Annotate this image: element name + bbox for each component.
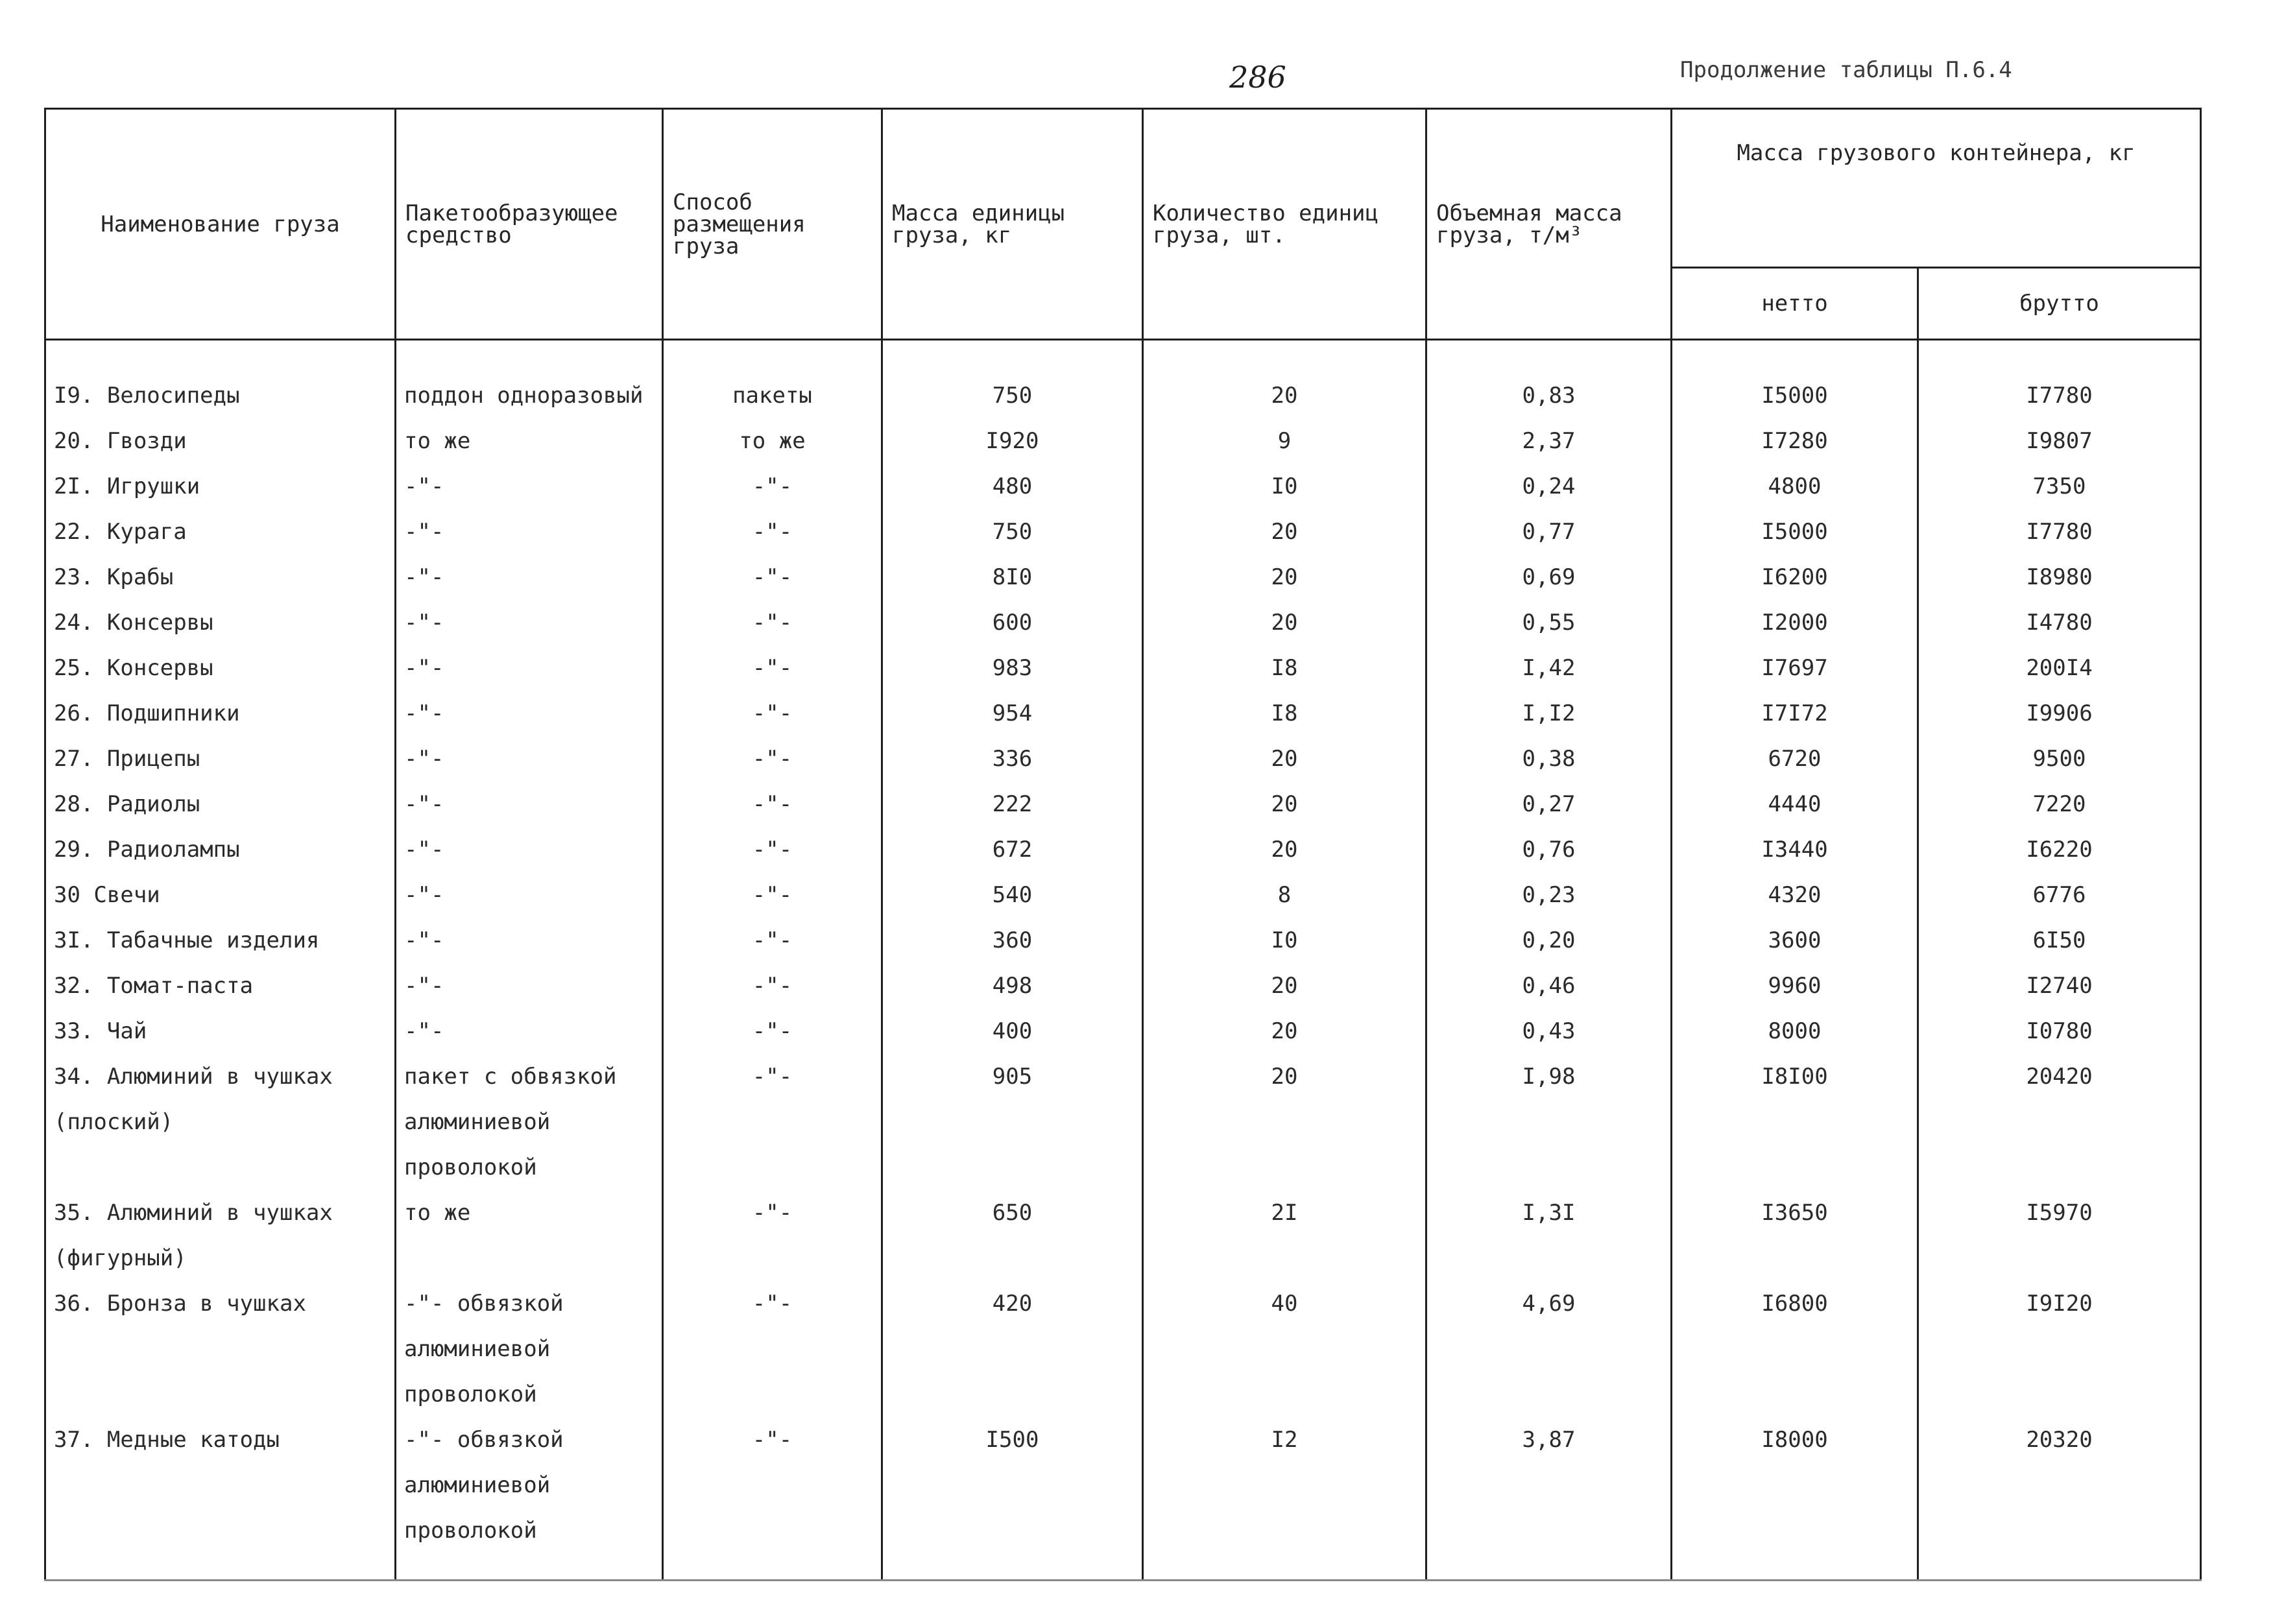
bulk-density-cell: 0,83 xyxy=(1426,340,1672,419)
packing-means-cell: -"- xyxy=(396,918,663,963)
unit-mass-cell: 498 xyxy=(882,963,1143,1009)
table-row xyxy=(45,918,2201,963)
unit-quantity-cell: 9 xyxy=(1143,418,1426,464)
placement-method-cell: то же xyxy=(663,418,882,464)
net-mass-cell: I6800 xyxy=(1672,1281,1918,1417)
header-gross: брутто xyxy=(1918,268,2201,340)
placement-method-cell: -"- xyxy=(663,963,882,1009)
gross-mass-cell: I5970 xyxy=(1918,1190,2201,1281)
header-cargo-name: Наименование груза xyxy=(45,109,396,340)
packing-means-cell: -"- xyxy=(396,464,663,509)
bulk-density-cell: 0,69 xyxy=(1426,555,1672,600)
packing-means-cell: -"- xyxy=(396,872,663,918)
placement-method-cell: -"- xyxy=(663,1009,882,1054)
header-placement-method: Способ размещения груза xyxy=(663,109,882,340)
cargo-name-cell: 20. Гвозди xyxy=(45,418,396,464)
table-row xyxy=(45,645,2201,691)
table-row xyxy=(45,1417,2201,1581)
net-mass-cell: 8000 xyxy=(1672,1009,1918,1054)
bulk-density-cell: I,I2 xyxy=(1426,691,1672,736)
bulk-density-cell: 0,23 xyxy=(1426,872,1672,918)
unit-mass-cell: 360 xyxy=(882,918,1143,963)
gross-mass-cell: I2740 xyxy=(1918,963,2201,1009)
bulk-density-cell: 0,55 xyxy=(1426,600,1672,645)
table-row xyxy=(45,555,2201,600)
bulk-density-cell: 0,43 xyxy=(1426,1009,1672,1054)
unit-quantity-cell: 20 xyxy=(1143,827,1426,872)
net-mass-cell: I2000 xyxy=(1672,600,1918,645)
packing-means-cell: то же xyxy=(396,418,663,464)
cargo-table xyxy=(44,108,2202,1581)
header-container-mass: Масса грузового контейнера, кг xyxy=(1672,109,2201,268)
unit-mass-cell: 650 xyxy=(882,1190,1143,1281)
packing-means-cell: -"- xyxy=(396,827,663,872)
net-mass-cell: I8I00 xyxy=(1672,1054,1918,1190)
header-bulk-density: Объемная масса груза, т/м³ xyxy=(1426,109,1672,340)
net-mass-cell: 4320 xyxy=(1672,872,1918,918)
cargo-name-cell: 35. Алюминий в чушках (фигурный) xyxy=(45,1190,396,1281)
placement-method-cell: -"- xyxy=(663,1281,882,1417)
gross-mass-cell: 7350 xyxy=(1918,464,2201,509)
table-body xyxy=(45,340,2201,1581)
net-mass-cell: 9960 xyxy=(1672,963,1918,1009)
unit-quantity-cell: 20 xyxy=(1143,509,1426,555)
table-row xyxy=(45,827,2201,872)
packing-means-cell: -"- xyxy=(396,691,663,736)
gross-mass-cell: 7220 xyxy=(1918,782,2201,827)
cargo-name-cell: 34. Алюминий в чушках (плоский) xyxy=(45,1054,396,1190)
unit-mass-cell: 600 xyxy=(882,600,1143,645)
gross-mass-cell: I7780 xyxy=(1918,340,2201,419)
header-unit-mass: Масса единицы груза, кг xyxy=(882,109,1143,340)
unit-quantity-cell: 20 xyxy=(1143,963,1426,1009)
packing-means-cell: -"- xyxy=(396,782,663,827)
placement-method-cell: пакеты xyxy=(663,340,882,419)
page-number: 286 xyxy=(1229,60,1286,95)
placement-method-cell: -"- xyxy=(663,464,882,509)
unit-mass-cell: 400 xyxy=(882,1009,1143,1054)
placement-method-cell: -"- xyxy=(663,782,882,827)
packing-means-cell: поддон одноразовый xyxy=(396,340,663,419)
placement-method-cell: -"- xyxy=(663,736,882,782)
table-continuation-label: Продолжение таблицы П.6.4 xyxy=(1680,57,2012,83)
table-row xyxy=(45,340,2201,419)
placement-method-cell: -"- xyxy=(663,872,882,918)
header-packing-means: Пакетообразующее средство xyxy=(396,109,663,340)
unit-mass-cell: 540 xyxy=(882,872,1143,918)
bulk-density-cell: 2,37 xyxy=(1426,418,1672,464)
unit-mass-cell: 672 xyxy=(882,827,1143,872)
cargo-name-cell: 32. Томат-паста xyxy=(45,963,396,1009)
unit-quantity-cell: I0 xyxy=(1143,464,1426,509)
cargo-name-cell: 3I. Табачные изделия xyxy=(45,918,396,963)
bulk-density-cell: I,3I xyxy=(1426,1190,1672,1281)
placement-method-cell: -"- xyxy=(663,1190,882,1281)
table-row xyxy=(45,691,2201,736)
gross-mass-cell: 200I4 xyxy=(1918,645,2201,691)
placement-method-cell: -"- xyxy=(663,509,882,555)
gross-mass-cell: 6I50 xyxy=(1918,918,2201,963)
unit-mass-cell: 905 xyxy=(882,1054,1143,1190)
bulk-density-cell: 0,27 xyxy=(1426,782,1672,827)
placement-method-cell: -"- xyxy=(663,600,882,645)
unit-mass-cell: 336 xyxy=(882,736,1143,782)
table-row xyxy=(45,418,2201,464)
unit-mass-cell: 983 xyxy=(882,645,1143,691)
packing-means-cell: -"- xyxy=(396,963,663,1009)
packing-means-cell: -"- xyxy=(396,736,663,782)
table-row xyxy=(45,963,2201,1009)
net-mass-cell: I6200 xyxy=(1672,555,1918,600)
unit-quantity-cell: 20 xyxy=(1143,600,1426,645)
cargo-name-cell: 27. Прицепы xyxy=(45,736,396,782)
gross-mass-cell: 20420 xyxy=(1918,1054,2201,1190)
cargo-name-cell: 25. Консервы xyxy=(45,645,396,691)
packing-means-cell: то же xyxy=(396,1190,663,1281)
unit-mass-cell: 954 xyxy=(882,691,1143,736)
table-row xyxy=(45,736,2201,782)
net-mass-cell: I8000 xyxy=(1672,1417,1918,1581)
gross-mass-cell: I0780 xyxy=(1918,1009,2201,1054)
placement-method-cell: -"- xyxy=(663,691,882,736)
net-mass-cell: I3440 xyxy=(1672,827,1918,872)
cargo-name-cell: 37. Медные катоды xyxy=(45,1417,396,1581)
gross-mass-cell: 6776 xyxy=(1918,872,2201,918)
bulk-density-cell: 0,38 xyxy=(1426,736,1672,782)
net-mass-cell: 4440 xyxy=(1672,782,1918,827)
net-mass-cell: I7697 xyxy=(1672,645,1918,691)
cargo-name-cell: 26. Подшипники xyxy=(45,691,396,736)
packing-means-cell: -"- xyxy=(396,1009,663,1054)
packing-means-cell: -"- обвязкой алюминиевой проволокой xyxy=(396,1281,663,1417)
bulk-density-cell: 0,46 xyxy=(1426,963,1672,1009)
table-row xyxy=(45,782,2201,827)
cargo-name-cell: 36. Бронза в чушках xyxy=(45,1281,396,1417)
cargo-name-cell: I9. Велосипеды xyxy=(45,340,396,419)
unit-quantity-cell: I8 xyxy=(1143,645,1426,691)
net-mass-cell: I7I72 xyxy=(1672,691,1918,736)
bulk-density-cell: 3,87 xyxy=(1426,1417,1672,1581)
unit-quantity-cell: 40 xyxy=(1143,1281,1426,1417)
net-mass-cell: I5000 xyxy=(1672,509,1918,555)
net-mass-cell: I3650 xyxy=(1672,1190,1918,1281)
unit-mass-cell: 750 xyxy=(882,509,1143,555)
table-row xyxy=(45,1190,2201,1281)
bulk-density-cell: 0,76 xyxy=(1426,827,1672,872)
placement-method-cell: -"- xyxy=(663,918,882,963)
packing-means-cell: -"- xyxy=(396,555,663,600)
table-row xyxy=(45,872,2201,918)
cargo-name-cell: 29. Радиолампы xyxy=(45,827,396,872)
net-mass-cell: I5000 xyxy=(1672,340,1918,419)
bulk-density-cell: I,42 xyxy=(1426,645,1672,691)
cargo-name-cell: 2I. Игрушки xyxy=(45,464,396,509)
cargo-name-cell: 30 Свечи xyxy=(45,872,396,918)
gross-mass-cell: I9I20 xyxy=(1918,1281,2201,1417)
table-row xyxy=(45,600,2201,645)
table-row xyxy=(45,464,2201,509)
unit-quantity-cell: 8 xyxy=(1143,872,1426,918)
unit-quantity-cell: 20 xyxy=(1143,340,1426,419)
net-mass-cell: 3600 xyxy=(1672,918,1918,963)
bulk-density-cell: I,98 xyxy=(1426,1054,1672,1190)
unit-quantity-cell: I8 xyxy=(1143,691,1426,736)
unit-quantity-cell: I2 xyxy=(1143,1417,1426,1581)
packing-means-cell: -"- обвязкой алюминиевой проволокой xyxy=(396,1417,663,1581)
gross-mass-cell: I7780 xyxy=(1918,509,2201,555)
table-row xyxy=(45,1281,2201,1417)
bulk-density-cell: 0,77 xyxy=(1426,509,1672,555)
cargo-name-cell: 24. Консервы xyxy=(45,600,396,645)
unit-mass-cell: 420 xyxy=(882,1281,1143,1417)
cargo-name-cell: 22. Курага xyxy=(45,509,396,555)
net-mass-cell: 6720 xyxy=(1672,736,1918,782)
unit-quantity-cell: 20 xyxy=(1143,1054,1426,1190)
unit-quantity-cell: 20 xyxy=(1143,736,1426,782)
gross-mass-cell: I4780 xyxy=(1918,600,2201,645)
placement-method-cell: -"- xyxy=(663,1054,882,1190)
table-row xyxy=(45,1009,2201,1054)
unit-quantity-cell: I0 xyxy=(1143,918,1426,963)
placement-method-cell: -"- xyxy=(663,645,882,691)
cargo-name-cell: 23. Крабы xyxy=(45,555,396,600)
gross-mass-cell: 20320 xyxy=(1918,1417,2201,1581)
gross-mass-cell: I9906 xyxy=(1918,691,2201,736)
net-mass-cell: I7280 xyxy=(1672,418,1918,464)
gross-mass-cell: I9807 xyxy=(1918,418,2201,464)
header-net: нетто xyxy=(1672,268,1918,340)
header-unit-quantity: Количество единиц груза, шт. xyxy=(1143,109,1426,340)
placement-method-cell: -"- xyxy=(663,1417,882,1581)
unit-mass-cell: 750 xyxy=(882,340,1143,419)
unit-mass-cell: 222 xyxy=(882,782,1143,827)
bulk-density-cell: 0,24 xyxy=(1426,464,1672,509)
placement-method-cell: -"- xyxy=(663,827,882,872)
cargo-name-cell: 33. Чай xyxy=(45,1009,396,1054)
gross-mass-cell: 9500 xyxy=(1918,736,2201,782)
unit-quantity-cell: 20 xyxy=(1143,1009,1426,1054)
packing-means-cell: -"- xyxy=(396,600,663,645)
placement-method-cell: -"- xyxy=(663,555,882,600)
cargo-name-cell: 28. Радиолы xyxy=(45,782,396,827)
packing-means-cell: пакет с обвязкой алюминиевой проволокой xyxy=(396,1054,663,1190)
table-row xyxy=(45,1054,2201,1190)
bulk-density-cell: 0,20 xyxy=(1426,918,1672,963)
net-mass-cell: 4800 xyxy=(1672,464,1918,509)
unit-quantity-cell: 2I xyxy=(1143,1190,1426,1281)
unit-mass-cell: I920 xyxy=(882,418,1143,464)
gross-mass-cell: I6220 xyxy=(1918,827,2201,872)
gross-mass-cell: I8980 xyxy=(1918,555,2201,600)
packing-means-cell: -"- xyxy=(396,645,663,691)
unit-mass-cell: 480 xyxy=(882,464,1143,509)
bulk-density-cell: 4,69 xyxy=(1426,1281,1672,1417)
unit-mass-cell: I500 xyxy=(882,1417,1143,1581)
unit-quantity-cell: 20 xyxy=(1143,782,1426,827)
table-row xyxy=(45,509,2201,555)
unit-mass-cell: 8I0 xyxy=(882,555,1143,600)
unit-quantity-cell: 20 xyxy=(1143,555,1426,600)
packing-means-cell: -"- xyxy=(396,509,663,555)
